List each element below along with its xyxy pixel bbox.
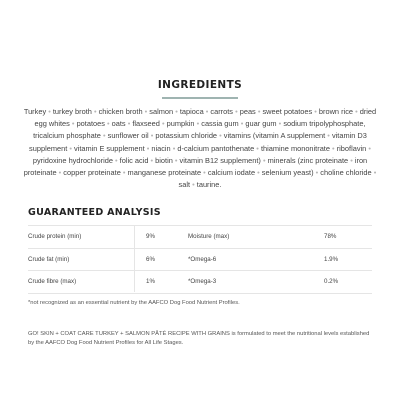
- ingredient-item: selenium yeast): [261, 168, 314, 178]
- ingredient-item: d-calcium pantothenate: [177, 143, 255, 153]
- ingredient-separator: •: [256, 143, 259, 153]
- ingredient-separator: •: [235, 107, 238, 116]
- ingredients-list: [20, 106, 380, 191]
- ingredient-item: sweet potatoes: [262, 107, 313, 116]
- ingredient-item: potatoes: [76, 119, 105, 129]
- ingredient-separator: •: [262, 155, 266, 165]
- ingredient-separator: •: [257, 168, 260, 178]
- ingredient-item: choline chloride: [320, 168, 372, 178]
- table-row: [28, 225, 372, 248]
- ingredient-separator: •: [327, 131, 330, 141]
- ingredient-separator: •: [172, 143, 176, 153]
- ingredient-separator: •: [350, 155, 353, 165]
- ingredient-item: oats: [111, 119, 126, 129]
- nutrient-label: Crude fibre (max): [28, 278, 77, 285]
- ingredient-separator: •: [192, 180, 195, 190]
- ingredient-item: copper proteinate: [63, 168, 121, 178]
- ingredient-separator: •: [69, 143, 72, 153]
- ingredient-item: carrots: [210, 107, 233, 116]
- ingredient-item: Turkey: [23, 107, 47, 116]
- ingredient-separator: •: [161, 119, 165, 129]
- ingredient-item: peas: [239, 107, 256, 116]
- ingredient-separator: •: [150, 155, 154, 165]
- ingredient-item: dried egg whites: [34, 107, 377, 129]
- ingredient-separator: •: [219, 131, 222, 141]
- nutrient-value: 78%: [324, 233, 337, 240]
- omega-footnote: *not recognized as an essential nutrient by the AAFCO Dog Food Nutrient Profiles.: [28, 300, 240, 306]
- nutrient-label: Moisture (max): [188, 233, 230, 240]
- ingredient-separator: •: [122, 168, 126, 178]
- ingredient-separator: •: [205, 107, 209, 116]
- ingredient-separator: •: [150, 131, 154, 141]
- ingredient-item: salt: [178, 180, 191, 190]
- ingredient-separator: •: [368, 143, 371, 153]
- ingredient-item: calcium iodate: [207, 168, 256, 178]
- ingredient-item: biotin: [155, 155, 173, 165]
- ingredient-separator: •: [332, 143, 335, 153]
- guaranteed-analysis-heading: GUARANTEED ANALYSIS: [28, 207, 161, 218]
- ingredient-item: minerals (zinc proteinate: [267, 155, 349, 165]
- ingredient-separator: •: [278, 119, 282, 129]
- ingredient-item: chicken broth: [98, 107, 143, 116]
- ingredient-separator: •: [102, 131, 106, 141]
- ingredient-item: thiamine mononitrate: [260, 143, 330, 153]
- ingredient-item: pumpkin: [166, 119, 195, 129]
- nutrient-value: 1.9%: [324, 255, 339, 263]
- ingredient-separator: •: [240, 119, 244, 129]
- nutrient-value: 6%: [146, 255, 155, 263]
- nutrient-label: *Omega-6: [188, 255, 217, 263]
- ingredient-item: brown rice: [318, 107, 353, 116]
- ingredient-item: pyridoxine hydrochloride: [32, 155, 113, 165]
- ingredient-separator: •: [373, 168, 377, 178]
- ingredient-item: salmon: [149, 107, 174, 116]
- ingredient-separator: •: [48, 107, 51, 116]
- ingredient-separator: •: [355, 107, 358, 116]
- ingredient-separator: •: [93, 107, 97, 116]
- ingredient-item: tapioca: [179, 107, 204, 116]
- ingredient-separator: •: [58, 168, 62, 178]
- ingredient-item: iron proteinate: [23, 155, 368, 178]
- ingredient-separator: •: [127, 119, 131, 129]
- ingredient-separator: •: [196, 119, 200, 129]
- ingredient-item: vitamins (vitamin A supplement: [223, 131, 326, 141]
- ingredient-separator: •: [106, 119, 110, 129]
- ingredient-item: niacin: [151, 143, 171, 153]
- table-column-divider: [134, 225, 135, 292]
- ingredient-separator: •: [174, 155, 178, 165]
- nutrient-label: *Omega-3: [188, 278, 217, 285]
- ingredient-item: vitamin B12 supplement): [179, 155, 261, 165]
- ingredient-item: cassia gum: [201, 119, 239, 129]
- ingredient-separator: •: [115, 155, 118, 165]
- ingredient-item: flaxseed: [132, 119, 160, 129]
- ingredient-separator: •: [203, 168, 206, 178]
- aafco-statement: GO! SKIN + COAT CARE TURKEY + SALMON PÂTÉ RECIPE WITH GRAINS is formulated to meet the nutritional levels established by the AAFCO Dog Food Nutrient Profiles for All Life Stages.: [28, 331, 370, 346]
- nutrient-value: 9%: [146, 233, 155, 240]
- ingredient-separator: •: [175, 107, 178, 116]
- heading-underline: [162, 97, 238, 99]
- ingredient-item: riboflavin: [336, 143, 367, 153]
- ingredient-separator: •: [146, 143, 150, 153]
- ingredient-separator: •: [71, 119, 75, 129]
- ingredient-separator: •: [314, 107, 317, 116]
- ingredients-heading: INGREDIENTS: [157, 79, 243, 91]
- ingredient-item: taurine.: [196, 180, 222, 190]
- ingredient-item: vitamin E supplement: [73, 143, 145, 153]
- nutrient-value: 0.2%: [324, 278, 339, 285]
- table-row: [28, 248, 372, 271]
- nutrient-label: Crude protein (min): [28, 233, 82, 240]
- guaranteed-analysis-table: [28, 225, 372, 294]
- ingredient-item: manganese proteinate: [127, 168, 202, 178]
- ingredient-separator: •: [315, 168, 319, 178]
- ingredient-separator: •: [257, 107, 261, 116]
- nutrient-value: 1%: [146, 278, 155, 285]
- ingredient-item: sodium tripolyphosphate, tricalcium phosphate: [33, 119, 366, 141]
- ingredient-item: folic acid: [119, 155, 149, 165]
- ingredient-separator: •: [144, 107, 148, 116]
- table-row: [28, 270, 372, 294]
- ingredient-item: guar gum: [245, 119, 277, 129]
- ingredient-item: vitamin D3 supplement: [29, 131, 367, 153]
- ingredient-item: turkey broth: [52, 107, 92, 116]
- nutrient-label: Crude fat (min): [28, 255, 70, 263]
- ingredient-item: potassium chloride: [155, 131, 218, 141]
- ingredient-item: sunflower oil: [107, 131, 149, 141]
